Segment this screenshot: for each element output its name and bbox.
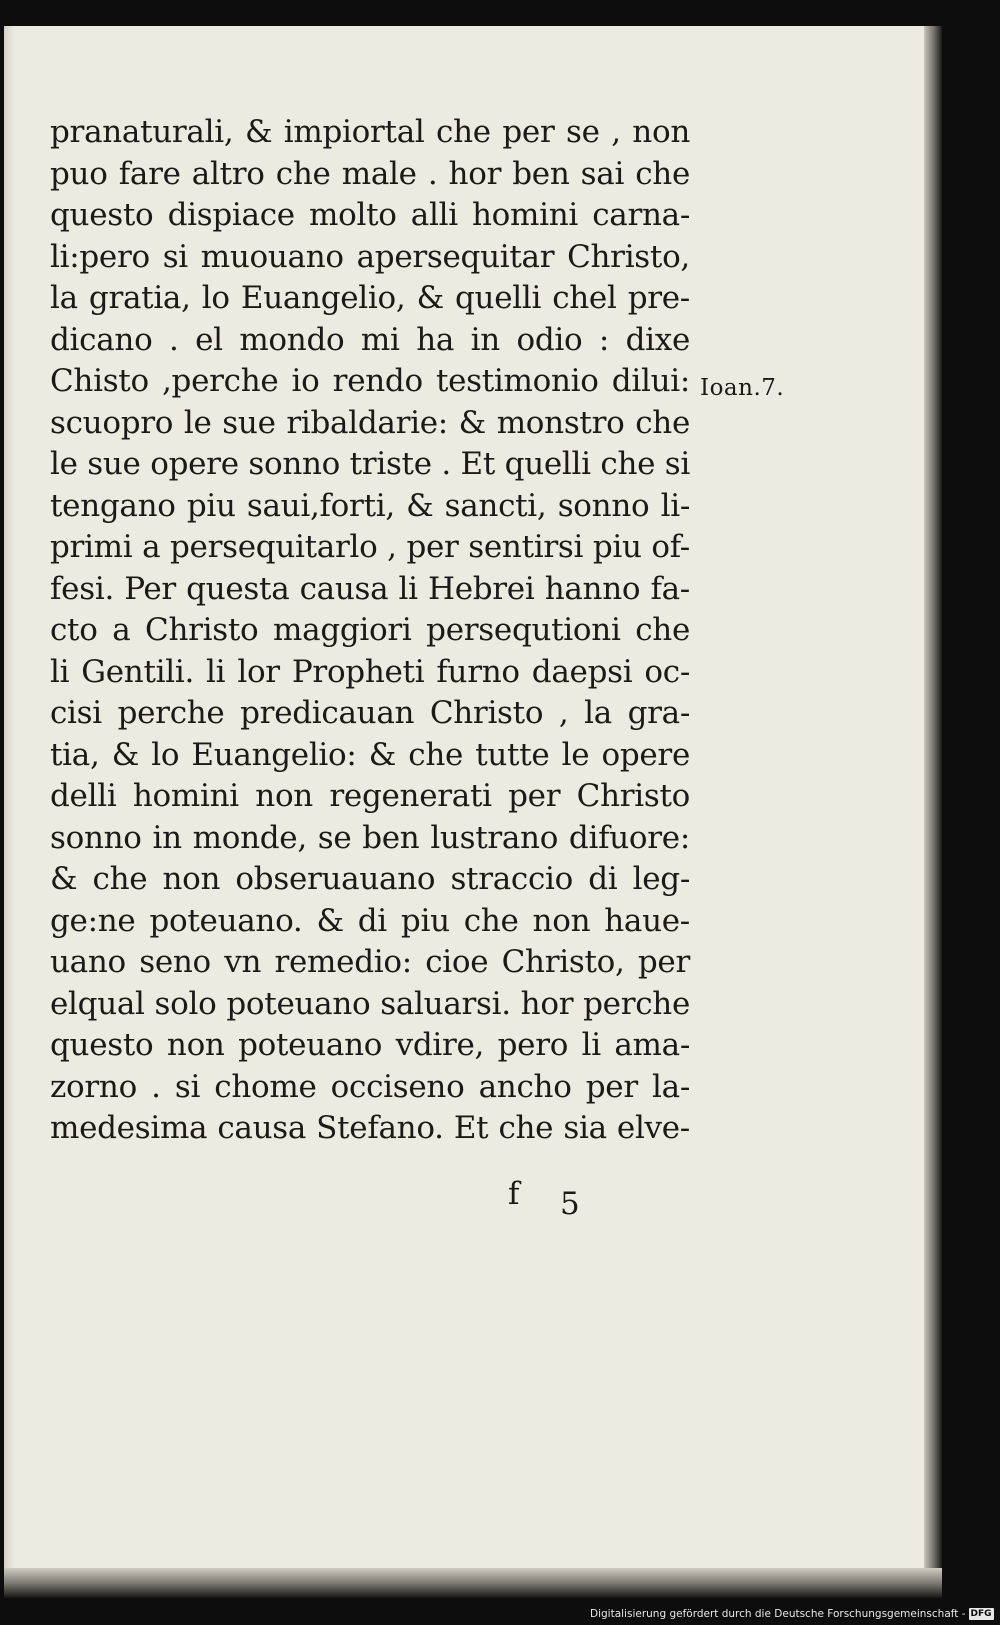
text-line: & che non obseruauano straccio di leg- bbox=[50, 861, 690, 897]
body-text bbox=[50, 112, 690, 1150]
text-line: puo fare altro che male . hor ben sai che bbox=[50, 155, 690, 192]
text-line: delli homini non regenerati per Christo bbox=[50, 778, 690, 814]
page-fore-edge bbox=[924, 26, 942, 1591]
text-line: li:pero si muouano apersequitar Christo, bbox=[50, 238, 690, 275]
text-line: zorno . si chome occiseno ancho per la- bbox=[50, 1068, 690, 1105]
text-line: questo non poteuano vdire, pero li ama- bbox=[50, 1027, 690, 1063]
text-line: questo dispiace molto alli homini carna- bbox=[50, 197, 690, 233]
text-line: scuopro le sue ribaldarie: & monstro che bbox=[50, 404, 690, 441]
signature-mark: f bbox=[508, 1176, 520, 1212]
margin-note: Ioan.7. bbox=[700, 375, 785, 401]
page-bottom-edge bbox=[4, 1568, 942, 1598]
page-edge-shadow bbox=[4, 26, 14, 1591]
text-line: pranaturali, & impiortal che per se , non bbox=[50, 114, 690, 150]
text-line: ge:ne poteuano. & di piu che non haue- bbox=[50, 902, 690, 939]
text-line: le sue opere sonno triste . Et quelli che si bbox=[50, 446, 690, 482]
text-line: uano seno vn remedio: cioe Christo, per bbox=[50, 944, 690, 980]
text-line: Chisto ,perche io rendo testimonio dilui: bbox=[50, 363, 690, 399]
text-line: primi a persequitarlo , per sentirsi piu of- bbox=[50, 529, 690, 565]
text-line: cisi perche predicauan Christo , la gra- bbox=[50, 695, 690, 731]
text-line: elqual solo poteuano saluarsi. hor perche bbox=[50, 985, 690, 1022]
text-line: medesima causa Stefano. Et che sia elve- bbox=[50, 1110, 690, 1146]
digitization-credit bbox=[590, 1606, 994, 1622]
text-line: dicano . el mondo mi ha in odio : dixe bbox=[50, 321, 690, 358]
text-line: cto a Christo maggiori persequtioni che bbox=[50, 612, 690, 648]
text-line: tengano piu saui,forti, & sancti, sonno li- bbox=[50, 487, 690, 524]
text-line: li Gentili. li lor Propheti furno daepsi oc- bbox=[50, 653, 690, 690]
page-number: 5 bbox=[560, 1186, 580, 1222]
dfg-logo: DFG bbox=[970, 1609, 992, 1619]
text-line: fesi. Per questa causa li Hebrei hanno fa- bbox=[50, 570, 690, 607]
credit-text: Digitalisierung gefördert durch die Deutsche Forschungsgemeinschaft - bbox=[590, 1608, 966, 1620]
text-line: sonno in monde, se ben lustrano difuore: bbox=[50, 819, 690, 856]
text-line: tia, & lo Euangelio: & che tutte le opere bbox=[50, 736, 690, 773]
text-line: la gratia, lo Euangelio, & quelli chel pre- bbox=[50, 280, 690, 316]
